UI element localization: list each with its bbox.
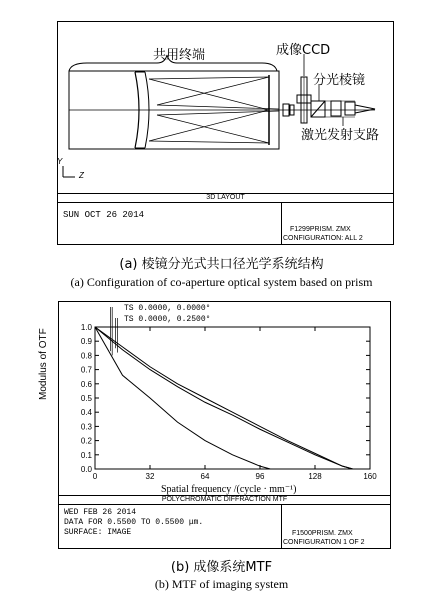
- x-tick-label: 64: [200, 472, 210, 481]
- y-tick-label: 1.0: [80, 323, 92, 332]
- series-line-1: [95, 327, 353, 469]
- x-tick-label: 0: [92, 472, 98, 481]
- mtf-footer-title: POLYCHROMATIC DIFFRACTION MTF: [161, 496, 288, 503]
- y-tick-label: 0.7: [80, 365, 92, 375]
- annotation-prism: 分光棱镜: [313, 73, 366, 88]
- legend-series-2: TS 0.0000, 0.2500°: [124, 315, 211, 324]
- series-line-2: [95, 327, 353, 469]
- caption-b-en: (b) MTF of imaging system: [154, 577, 289, 591]
- x-tick-label: 160: [363, 472, 377, 481]
- y-tick-label: 0.4: [80, 408, 92, 418]
- layout-date: SUN OCT 26 2014: [63, 210, 145, 220]
- x-tick-label: 32: [145, 472, 155, 481]
- legend-series-1: TS 0.0000, 0.0000°: [124, 304, 211, 313]
- y-tick-label: 0.1: [80, 450, 92, 460]
- y-tick-label: 0.8: [80, 351, 92, 361]
- caption-a-zh: (a) 棱镜分光式共口径光学系统结构: [119, 257, 324, 272]
- annotation-shared-end: 共用终端: [153, 48, 206, 63]
- y-tick-label: 0.2: [80, 436, 92, 446]
- y-tick-label: 0.6: [80, 379, 92, 389]
- layout-file: F1299PRISM. ZMX: [290, 226, 351, 233]
- layout-configuration: CONFIGURATION: ALL 2: [283, 235, 363, 242]
- layout-footer-title: 3D LAYOUT: [206, 194, 245, 201]
- axis-z-label: Z: [79, 171, 84, 180]
- mtf-surface: SURFACE: IMAGE: [64, 528, 132, 537]
- x-tick-label: 96: [255, 472, 265, 481]
- mtf-configuration: CONFIGURATION 1 OF 2: [283, 539, 365, 546]
- mtf-data-for: DATA FOR 0.5500 TO 0.5500 μm.: [64, 518, 204, 527]
- mtf-ylabel: Modulus of OTF: [38, 328, 49, 400]
- y-tick-label: 0.0: [80, 465, 92, 474]
- layout-diagram: [57, 21, 394, 191]
- caption-a-en: (a) Configuration of co-aperture optical system based on prism: [70, 275, 373, 289]
- annotation-imaging-ccd: 成像CCD: [276, 43, 331, 58]
- y-tick-label: 0.3: [80, 422, 92, 432]
- y-tick-label: 0.9: [80, 337, 92, 347]
- mtf-chart: [58, 301, 391, 501]
- axis-y-label: Y: [57, 157, 63, 166]
- x-tick-label: 128: [308, 472, 322, 481]
- y-tick-label: 0.5: [80, 394, 92, 403]
- mtf-file: F1500PRISM. ZMX: [292, 530, 353, 537]
- caption-b-zh: (b) 成像系统MTF: [170, 560, 273, 575]
- laser-branch-lens: [331, 101, 341, 116]
- annotation-laser-branch: 激光发射支路: [301, 128, 380, 143]
- mtf-xlabel: Spatial frequency /(cycle · mm⁻¹): [161, 484, 297, 495]
- plot-area: [95, 327, 370, 469]
- mtf-date: WED FEB 26 2014: [64, 508, 137, 517]
